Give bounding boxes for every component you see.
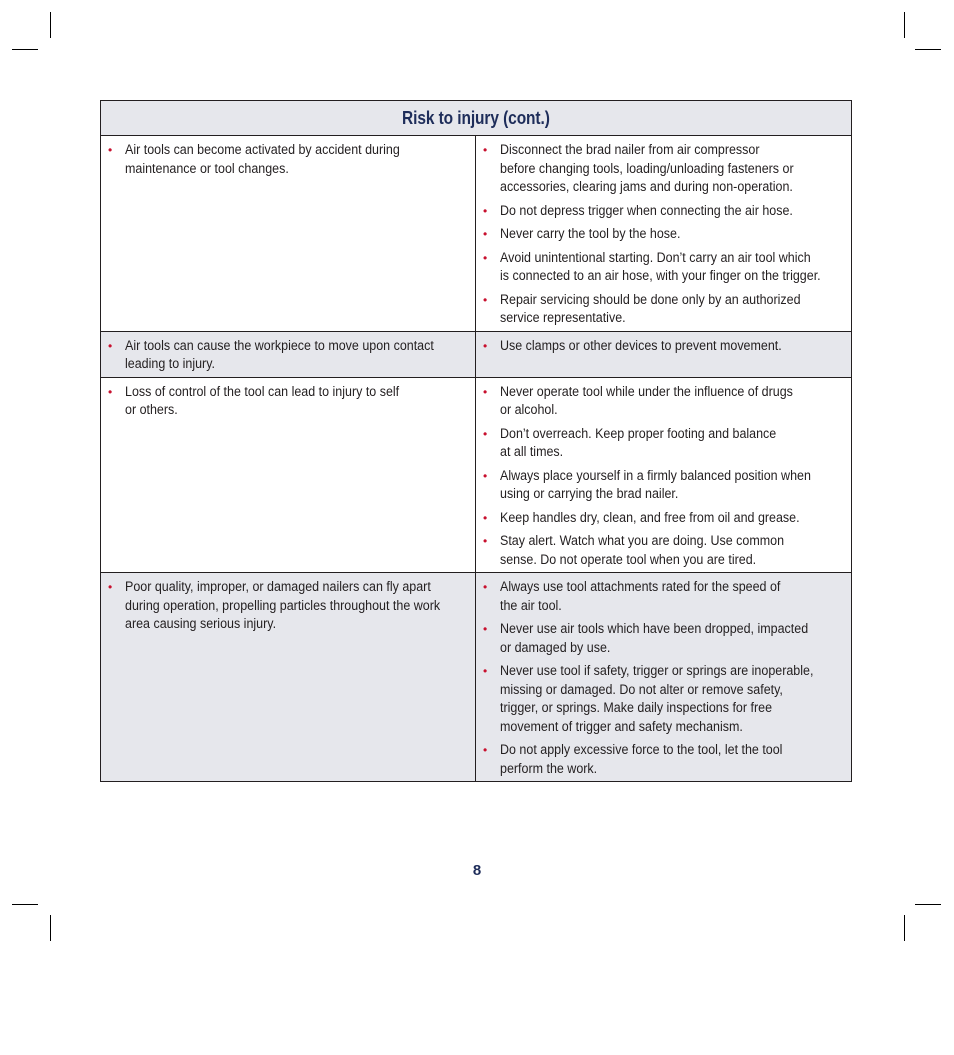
crop-mark [915,49,941,50]
table-row [101,332,851,378]
bullet-text: Always place yourself in a firmly balanced position when using or carrying the brad nailer. [500,467,811,502]
bullet-item [483,249,845,286]
bullet-item [483,662,845,736]
crop-mark [915,904,941,905]
bullet-text: Keep handles dry, clean, and free from oil and grease. [500,509,800,526]
table-body [101,136,851,781]
bullet-text: Disconnect the brad nailer from air compressor before changing tools, loading/unloading fasteners or accessories, clearing jams and during non-operation. [500,142,794,195]
bullet-dot-icon: • [483,426,488,441]
bullet-item [108,337,469,374]
bullet-dot-icon: • [483,743,488,757]
prevention-cell [476,136,851,331]
bullet-item [483,337,845,356]
bullet-dot-icon: • [483,664,488,678]
bullet-item [483,620,845,657]
bullet-dot-icon: • [483,580,488,594]
bullet-item [483,741,845,778]
risk-cell [101,378,476,573]
bullet-item [108,141,469,178]
bullet-item [483,225,845,244]
table-title: Risk to injury (cont.) [402,107,550,128]
bullet-dot-icon: • [483,227,488,241]
bullet-dot-icon: • [483,292,488,307]
bullet-text: Never use tool if safety, trigger or springs are inoperable, missing or damaged. Do not alter or remove safety, trigger, or springs. Make daily inspections for free movement of trigger and safety mechanism. [500,663,814,735]
bullet-dot-icon: • [483,622,488,636]
risk-table [100,100,852,782]
bullet-item [483,202,845,221]
bullet-text: Use clamps or other devices to prevent movement. [500,337,782,354]
crop-mark [904,915,905,941]
table-row [101,573,851,781]
risk-cell [101,136,476,331]
bullet-item [483,425,845,462]
table-row [101,378,851,574]
bullet-dot-icon: • [483,384,488,399]
crop-mark [904,12,905,38]
bullet-dot-icon: • [483,143,488,157]
bullet-item [108,578,469,634]
bullet-text: Do not apply excessive force to the tool, let the tool perform the work. [500,742,783,777]
bullet-dot-icon: • [483,468,488,483]
bullet-dot-icon: • [108,580,113,594]
bullet-text: Air tools can cause the workpiece to move upon contact leading to injury. [125,337,434,372]
bullet-text: Poor quality, improper, or damaged nailers can fly apart during operation, propelling particles throughout the work area causing serious injury. [125,579,441,632]
bullet-dot-icon: • [483,203,488,218]
prevention-cell [476,378,851,573]
bullet-text: Never operate tool while under the influence of drugs or alcohol. [500,383,793,418]
bullet-item [483,141,845,197]
bullet-text: Stay alert. Watch what you are doing. Use common sense. Do not operate tool when you are tired. [500,533,785,568]
bullet-text: Do not depress trigger when connecting the air hose. [500,202,793,219]
crop-mark [50,12,51,38]
bullet-dot-icon: • [108,143,113,157]
bullet-item [483,467,845,504]
bullet-item [483,578,845,615]
crop-mark [12,904,38,905]
crop-mark [12,49,38,50]
bullet-dot-icon: • [108,338,113,353]
bullet-text: Never use air tools which have been dropped, impacted or damaged by use. [500,621,809,656]
bullet-text: Don’t overreach. Keep proper footing and balance at all times. [500,425,777,460]
table-header [101,101,851,136]
bullet-dot-icon: • [483,338,488,353]
risk-cell [101,332,476,377]
bullet-dot-icon: • [108,384,113,399]
bullet-text: Repair servicing should be done only by an authorized service representative. [500,291,801,326]
bullet-text: Air tools can become activated by accident during maintenance or tool changes. [125,142,400,177]
bullet-text: Avoid unintentional starting. Don’t carry an air tool which is connected to an air hose, with your finger on the trigger. [500,249,821,284]
bullet-item [483,532,845,569]
bullet-dot-icon: • [483,534,488,548]
bullet-dot-icon: • [483,510,488,525]
bullet-item [108,383,469,420]
page-number: 8 [472,862,482,879]
prevention-cell [476,573,851,781]
bullet-text: Never carry the tool by the hose. [500,226,681,242]
bullet-item [483,291,845,328]
prevention-cell [476,332,851,377]
crop-mark [50,915,51,941]
risk-cell [101,573,476,781]
bullet-dot-icon: • [483,250,488,265]
bullet-item [483,383,845,420]
table-row [101,136,851,332]
bullet-text: Always use tool attachments rated for the speed of the air tool. [500,579,781,614]
bullet-text: Loss of control of the tool can lead to injury to self or others. [125,383,400,418]
bullet-item [483,509,845,528]
